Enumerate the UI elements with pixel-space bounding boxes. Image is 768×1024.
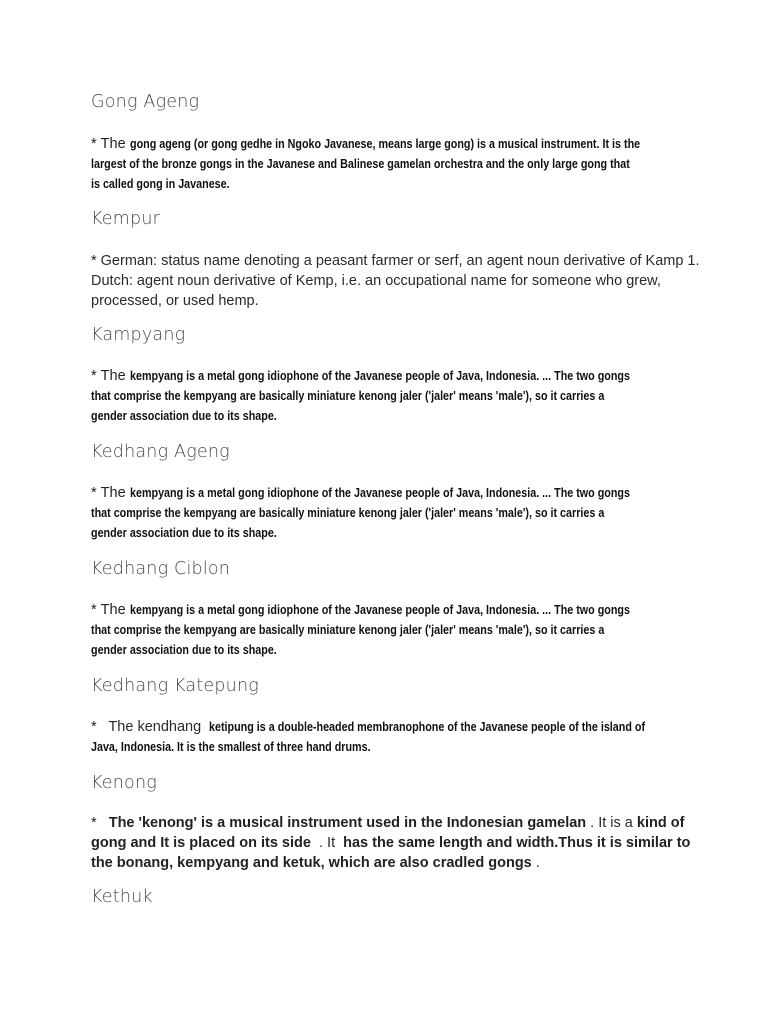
heading-kempur: Kempur — [91, 209, 161, 229]
lead-words: The kendhang — [100, 719, 206, 735]
lead-word: The — [100, 485, 130, 501]
bullet-star: * — [91, 719, 97, 735]
text-line: kempyang is a metal gong idiophone of the Javanese people of Java, Indonesia. ... The two gongs — [129, 603, 630, 617]
text-line: gender association due to its shape. — [91, 409, 277, 423]
bullet-star: * — [91, 815, 97, 831]
text-run-bold: gong and It is placed on its side — [91, 835, 311, 851]
paragraph-kenong — [91, 813, 691, 873]
text-line: that comprise the kempyang are basically miniature kenong jaler ('jaler' means 'male'), so it carries a — [91, 389, 605, 403]
text-line: kempyang is a metal gong idiophone of the Javanese people of Java, Indonesia. ... The two gongs — [129, 369, 630, 383]
lead-word: The — [100, 602, 130, 618]
text-line: Dutch: agent noun derivative of Kemp, i.e. an occupational name for someone who grew, — [91, 273, 661, 289]
text-line: gong ageng (or gong gedhe in Ngoko Javanese, means large gong) is a musical instrument. It is the — [129, 137, 640, 151]
text-run-regular: . It is a — [590, 815, 633, 831]
paragraph-kedhang-ageng — [91, 483, 691, 543]
lead-word: The — [100, 368, 130, 384]
text-run-bold: kind of — [636, 815, 685, 831]
text-line: kempyang is a metal gong idiophone of the Javanese people of Java, Indonesia. ... The two gongs — [129, 486, 630, 500]
heading-gong-ageng: Gong Ageng — [91, 92, 200, 112]
text-line: ketipung is a double-headed membranophone of the Javanese people of the island of — [209, 720, 646, 734]
lead-word: The — [100, 136, 130, 152]
text-line: gender association due to its shape. — [91, 643, 277, 657]
bullet-star: * — [91, 485, 97, 501]
text-line: that comprise the kempyang are basically miniature kenong jaler ('jaler' means 'male'), so it carries a — [91, 506, 605, 520]
bullet-star: * — [91, 602, 97, 618]
text-line: that comprise the kempyang are basically miniature kenong jaler ('jaler' means 'male'), so it carries a — [91, 623, 605, 637]
paragraph-kampyang — [91, 366, 691, 426]
heading-kenong: Kenong — [91, 773, 157, 793]
text-line: German: status name denoting a peasant farmer or serf, an agent noun derivative of Kamp 1. — [100, 253, 700, 269]
text-run-bold: the bonang, kempyang and ketuk, which are also cradled gongs — [91, 855, 532, 871]
paragraph-kedhang-ciblon — [91, 600, 691, 660]
heading-kampyang: Kampyang — [91, 325, 186, 345]
text-line: Java, Indonesia. It is the smallest of three hand drums. — [91, 740, 371, 754]
text-run-bold: The 'kenong' is a musical instrument used in the Indonesian gamelan — [100, 815, 587, 831]
text-line: processed, or used hemp. — [91, 293, 259, 309]
heading-kedhang-katepung: Kedhang Katepung — [91, 676, 259, 696]
paragraph-kempur — [91, 251, 700, 311]
heading-kedhang-ciblon: Kedhang Ciblon — [91, 559, 231, 579]
text-run-regular: . — [535, 855, 540, 871]
bullet-star: * — [91, 253, 97, 269]
text-line: gender association due to its shape. — [91, 526, 277, 540]
heading-kedhang-ageng: Kedhang Ageng — [91, 442, 230, 462]
paragraph-kedhang-katepung — [91, 717, 691, 757]
bullet-star: * — [91, 368, 97, 384]
text-run-bold: has the same length and width.Thus it is similar to — [343, 835, 691, 851]
text-run-regular: . It — [314, 835, 340, 851]
heading-kethuk: Kethuk — [91, 887, 153, 907]
bullet-star: * — [91, 136, 97, 152]
paragraph-gong-ageng — [91, 134, 691, 194]
text-line: largest of the bronze gongs in the Javanese and Balinese gamelan orchestra and the only large gong that — [91, 157, 630, 171]
text-line: is called gong in Javanese. — [91, 177, 230, 191]
